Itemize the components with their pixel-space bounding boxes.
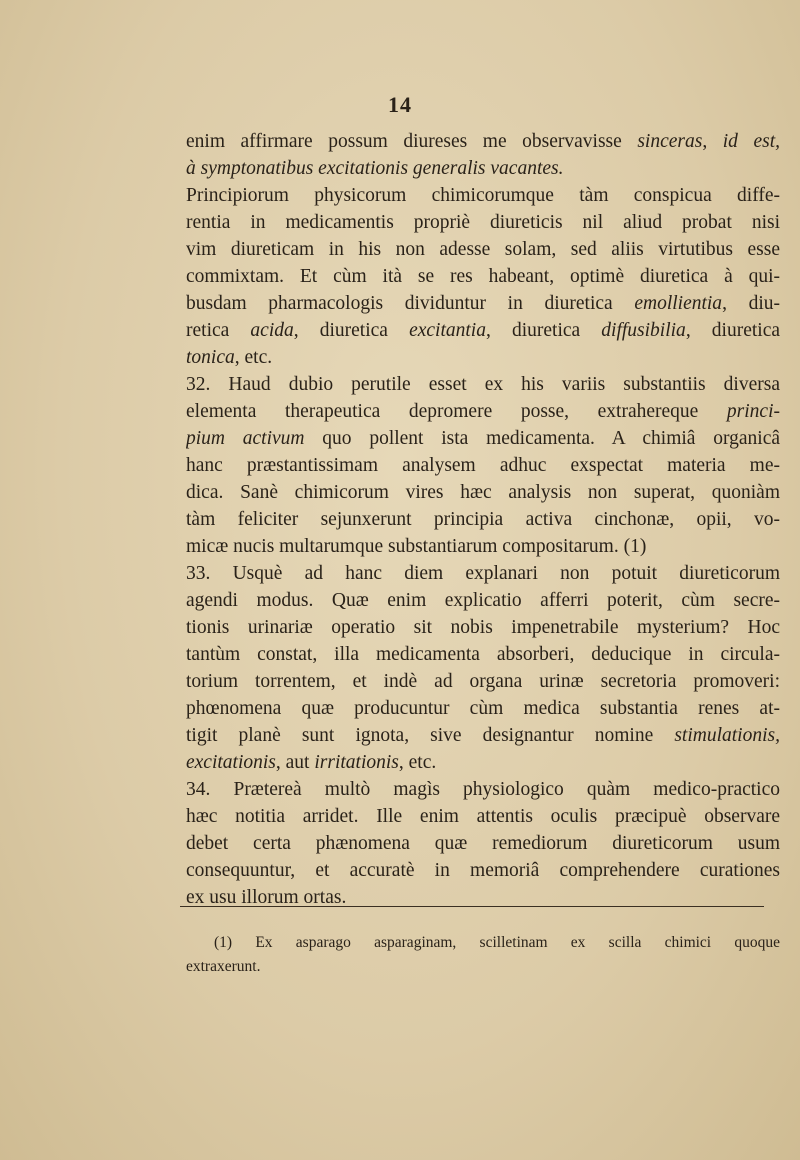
text-segment: tigit planè sunt ignota, sive designantur nomine (186, 725, 675, 746)
text-segment: enim affirmare possum diureses me observavisse (186, 131, 638, 152)
text-line (186, 263, 780, 290)
text-segment: , diuretica (293, 320, 410, 341)
page-number: 14 (388, 92, 412, 117)
body-text (186, 128, 780, 911)
text-segment: , (702, 131, 723, 152)
text-segment: commixtam. Et cùm ità se res habeant, optimè diuretica à qui- (186, 266, 780, 287)
text-line (186, 614, 780, 641)
text-line (186, 533, 780, 560)
text-segment: , diu- (722, 293, 780, 314)
text-segment: debet certa phænomena quæ remediorum diureticorum usum (186, 833, 780, 854)
text-segment: micæ nucis multarumque substantiarum compositarum. (1) (186, 536, 647, 557)
text-segment: , aut (275, 752, 315, 773)
italic-text: excitantia (409, 320, 486, 341)
text-line (186, 506, 780, 533)
italic-text: acida (250, 320, 294, 341)
text-segment: rentia in medicamentis propriè diureticis nil aliud probat nisi (186, 212, 780, 233)
text-segment: vim diureticam in his non adesse solam, sed aliis virtutibus esse (186, 239, 780, 260)
text-line (186, 830, 780, 857)
text-line (186, 398, 780, 425)
text-segment: tionis urinariæ operatio sit nobis impenetrabile mysterium? Hoc (186, 617, 780, 638)
text-line (186, 344, 780, 371)
footnote-line: extraxerunt. (186, 958, 261, 975)
paragraph-first-line (186, 560, 780, 587)
text-line (186, 479, 780, 506)
text-line (186, 587, 780, 614)
text-line (186, 857, 780, 884)
paragraph-first-line (186, 371, 780, 398)
text-line (186, 452, 780, 479)
text-segment: busdam pharmacologis dividuntur in diuretica (186, 293, 635, 314)
text-segment: tantùm constat, illa medicamenta absorberi, deducique in circula- (186, 644, 780, 665)
text-line (186, 128, 780, 155)
footnote-line: (1) Ex asparago asparaginam, scilletinam ex scilla chimici quoque (214, 934, 780, 951)
text-segment: hanc præstantissimam analysem adhuc exspectat materia me- (186, 455, 780, 476)
text-segment: agendi modus. Quæ enim explicatio afferri poterit, cùm secre- (186, 590, 780, 611)
text-line (186, 236, 780, 263)
text-segment: hæc notitia arridet. Ille enim attentis oculis præcipuè observare (186, 806, 780, 827)
text-segment: 34. Prætereà multò magìs physiologico quàm medico-practico (186, 779, 780, 800)
text-line (186, 695, 780, 722)
text-segment: tàm feliciter sejunxerunt principia activa cinchonæ, opii, vo- (186, 509, 780, 530)
italic-text: tonica (186, 347, 235, 368)
text-segment: torium torrentem, et indè ad organa urinæ secretoria promoveri: (186, 671, 780, 692)
paragraph-first-line (186, 182, 780, 209)
text-segment: elementa therapeutica depromere posse, extrahereque (186, 401, 727, 422)
text-segment: quo pollent ista medicamenta. A chimiâ organicâ (304, 428, 780, 449)
text-line (186, 749, 780, 776)
text-segment: phœnomena quæ producuntur cùm medica substantia renes at- (186, 698, 780, 719)
text-line (186, 668, 780, 695)
text-line (186, 722, 780, 749)
text-segment: , diuretica (485, 320, 602, 341)
italic-text: sinceras (637, 131, 703, 152)
text-segment: 33. Usquè ad hanc diem explanari non potuit diureticorum (186, 563, 780, 584)
text-line (186, 425, 780, 452)
italic-text: stimulationis, (674, 725, 780, 746)
italic-text: à symptonatibus excitationis generalis vacantes. (186, 158, 564, 179)
text-segment: ex usu illorum ortas. (186, 887, 347, 908)
italic-text: princi- (726, 401, 780, 422)
footnote (186, 931, 780, 979)
text-segment: consequuntur, et accuratè in memoriâ comprehendere curationes (186, 860, 780, 881)
text-line (186, 803, 780, 830)
text-segment: , diuretica (685, 320, 780, 341)
text-segment: 32. Haud dubio perutile esset ex his variis substantiis diversa (186, 374, 780, 395)
text-line (186, 641, 780, 668)
text-line (186, 209, 780, 236)
italic-text: pium activum (186, 428, 305, 449)
text-line (186, 290, 780, 317)
paragraph-first-line (186, 776, 780, 803)
text-segment: , etc. (234, 347, 273, 368)
text-line (186, 317, 780, 344)
text-line (186, 155, 780, 182)
text-segment: , etc. (398, 752, 437, 773)
italic-text: excitationis (186, 752, 276, 773)
italic-text: emollientia (634, 293, 723, 314)
italic-text: irritationis (314, 752, 399, 773)
text-segment: retica (186, 320, 251, 341)
text-segment: dica. Sanè chimicorum vires hæc analysis non superat, quoniàm (186, 482, 780, 503)
italic-text: diffusibilia (601, 320, 686, 341)
italic-text: id est, (722, 131, 780, 152)
footnote-rule (180, 906, 764, 907)
text-segment: Principiorum physicorum chimicorumque tàm conspicua diffe- (186, 185, 780, 206)
